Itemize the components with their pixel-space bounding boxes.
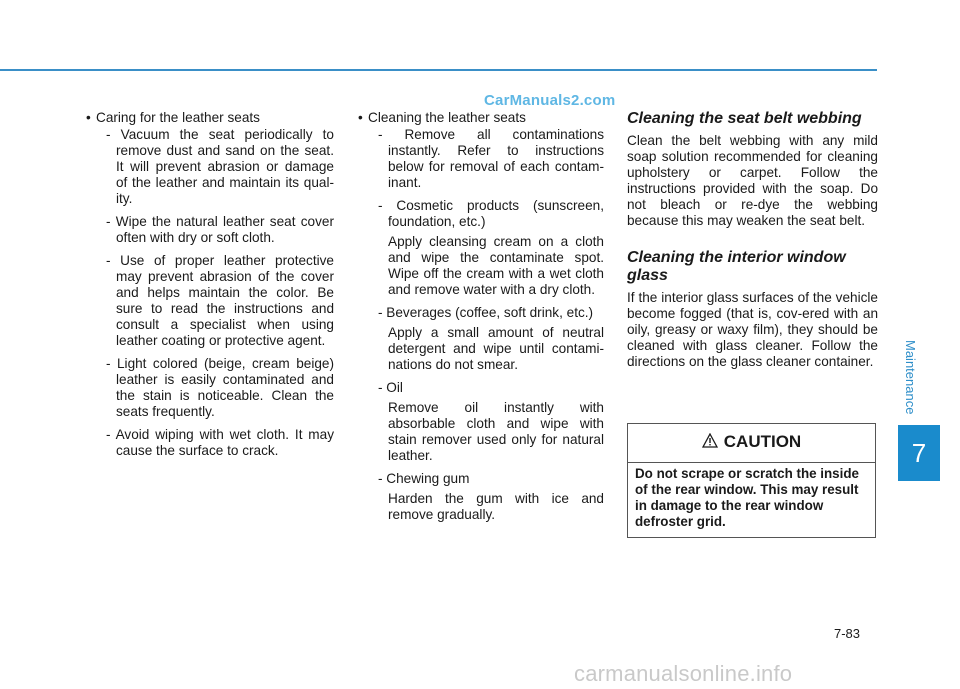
column-leather-care bbox=[86, 110, 334, 466]
column-belt-and-glass bbox=[627, 110, 878, 390]
heading-interior-glass: Cleaning the interior window glass bbox=[627, 249, 846, 284]
list-item: - Light colored (beige, cream beige) leather is easily contaminated and the stain is noticeable. Clean the seats frequently. bbox=[106, 356, 334, 419]
caution-title: CAUTION bbox=[723, 432, 802, 451]
bullet-dot-icon: • bbox=[358, 110, 363, 125]
list-item: - Use of proper leather protective may prevent abrasion of the cover and helps maintain the color. Be sure to read the instructions and consult a specialist when using leather coating or protective agent. bbox=[106, 253, 334, 348]
paragraph-seat-belt: Clean the belt webbing with any mild soap solution recommended for cleaning upholstery or carpet. Follow the instructions provided with the soap. Do not bleach or re-dye the webbing because this may weaken the seat belt. bbox=[627, 133, 878, 228]
caution-divider bbox=[628, 462, 875, 463]
oil-instructions: Remove oil instantly with absorbable cloth and wipe with stain remover used only for natural leather. bbox=[388, 400, 604, 463]
list-item: - Avoid wiping with wet cloth. It may cause the surface to crack. bbox=[106, 427, 334, 458]
list-item: - Wipe the natural leather seat cover often with dry or soft cloth. bbox=[106, 214, 334, 245]
warning-triangle-icon bbox=[702, 433, 718, 453]
list-item-remove-contaminations: - Remove all contaminations instantly. Refer to instructions below for removal of each contam-inant. bbox=[378, 127, 604, 190]
cosmetics-instructions: Apply cleansing cream on a cloth and wipe the contaminate spot. Wipe off the cream with a wet cloth and remove water with a dry cloth. bbox=[388, 234, 604, 297]
section-label bbox=[903, 340, 926, 420]
caution-header bbox=[628, 432, 875, 452]
bullet-cleaning-leather bbox=[358, 110, 604, 126]
heading-seat-belt: Cleaning the seat belt webbing bbox=[627, 110, 862, 127]
paragraph-interior-glass: If the interior glass surfaces of the vehicle become fogged (that is, cov-ered with an oily, greasy or waxy film), they should be cleaned with glass cleaner. Follow the directions on the glass cleaner container. bbox=[627, 290, 878, 369]
chapter-tab: 7 bbox=[898, 425, 940, 481]
bullet-label: Cleaning the leather seats bbox=[368, 110, 526, 125]
page-number: 7-83 bbox=[834, 626, 861, 641]
bullet-caring-leather bbox=[86, 110, 334, 126]
caution-box bbox=[627, 423, 876, 538]
watermark-top: CarManuals2.com bbox=[484, 92, 616, 109]
list-item-oil: - Oil bbox=[378, 380, 403, 395]
chewing-gum-instructions: Harden the gum with ice and remove gradually. bbox=[388, 491, 604, 522]
bullet-dot-icon: • bbox=[86, 110, 91, 125]
header-rule bbox=[0, 69, 877, 71]
section-label-text: Maintenance bbox=[903, 340, 918, 415]
list-item-cosmetics: - Cosmetic products (sunscreen, foundation, etc.) bbox=[378, 198, 604, 229]
beverages-instructions: Apply a small amount of neutral detergent and wipe until contami-nations do not smear. bbox=[388, 325, 604, 372]
watermark-bottom: carmanualsonline.info bbox=[574, 661, 793, 686]
bullet-label: Caring for the leather seats bbox=[96, 110, 260, 125]
caution-text: Do not scrape or scratch the inside of the rear window. This may result in damage to the rear window defroster grid. bbox=[635, 466, 859, 529]
list-item-chewing-gum: - Chewing gum bbox=[378, 471, 470, 486]
list-item-beverages: - Beverages (coffee, soft drink, etc.) bbox=[378, 305, 594, 320]
list-item: - Vacuum the seat periodically to remove dust and sand on the seat. It will prevent abrasion or damage of the leather and maintain its qual-ity. bbox=[106, 127, 334, 206]
column-leather-cleaning bbox=[358, 110, 604, 530]
